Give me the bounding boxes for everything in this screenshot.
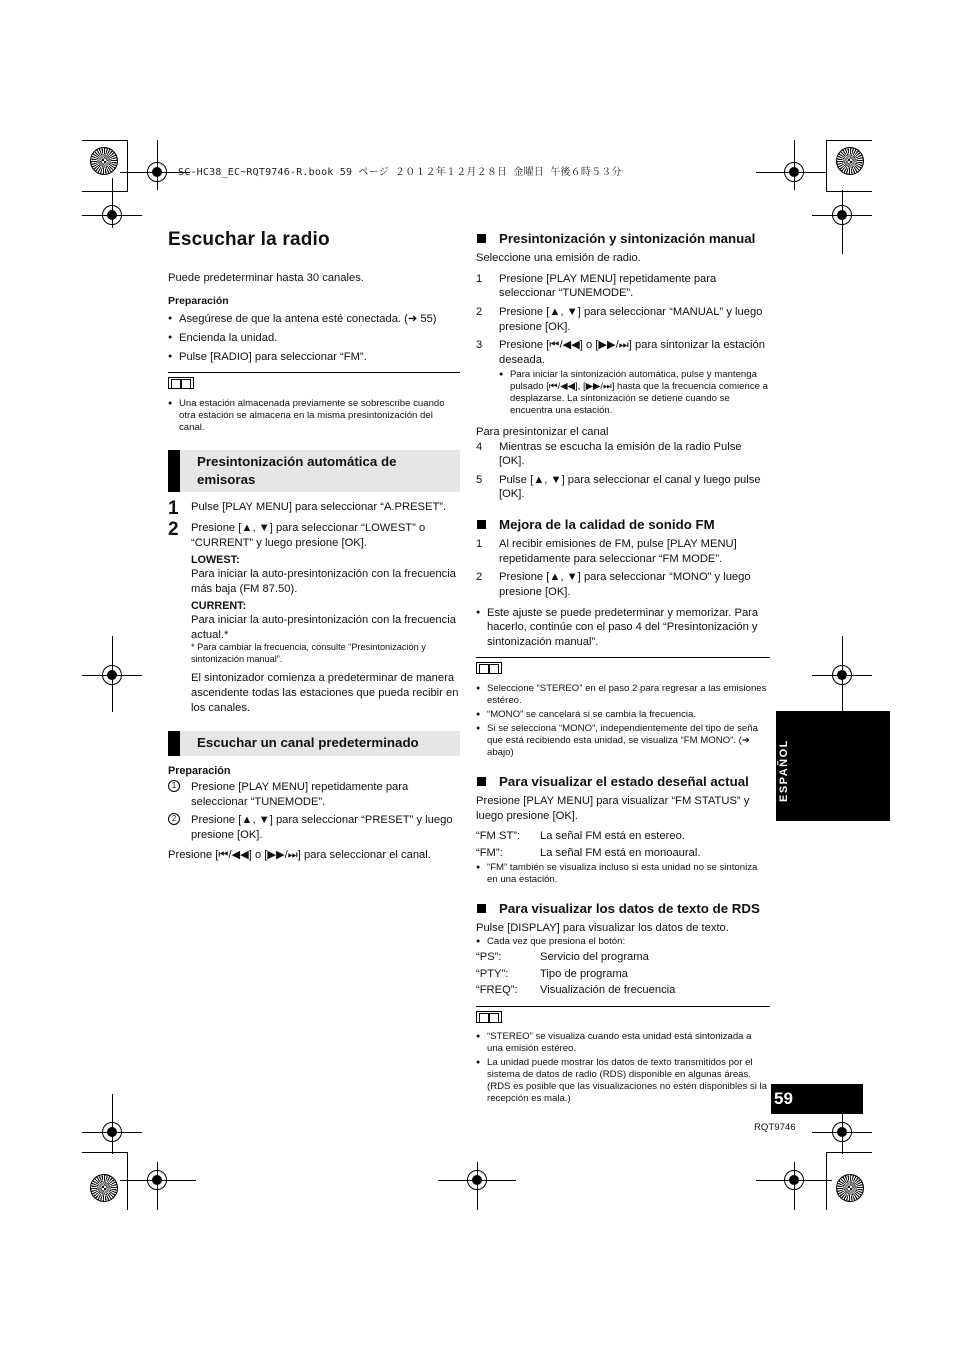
heading-rds: Para visualizar los datos de texto de RDS xyxy=(476,900,770,917)
reg-line xyxy=(794,140,795,190)
status-note: ● “FM” también se visualiza incluso si esta unidad no se sintoniza en una estación. xyxy=(476,862,770,886)
rds-value: Tipo de programa xyxy=(540,967,628,980)
language-tab-label: ESPAÑOL xyxy=(778,739,790,803)
step-number: 2 xyxy=(476,571,483,584)
manual-step xyxy=(476,338,770,417)
step-number: 2 xyxy=(476,305,483,318)
left-column xyxy=(168,228,460,863)
note-book-icon xyxy=(476,662,502,674)
step-text: Presione [▲, ▼] para seleccionar “LOWEST” o “CURRENT” y luego presione [OK]. xyxy=(191,522,426,549)
prep-label: Preparación xyxy=(168,765,231,778)
reg-line xyxy=(826,140,872,141)
rds-key: “FREQ”: xyxy=(476,984,518,997)
reg-line xyxy=(812,215,872,216)
reg-line xyxy=(82,1132,142,1133)
document-code: RQT9746 xyxy=(754,1122,796,1133)
reg-line xyxy=(826,1152,827,1210)
circled-number: 2 xyxy=(168,813,180,825)
status-key: “FM ST”: xyxy=(476,830,521,843)
current-text: Para iniciar la auto-presintonización con la frecuencia actual.* xyxy=(191,614,456,641)
intro-text: Puede predeterminar hasta 30 canales. xyxy=(168,271,364,284)
reg-line xyxy=(812,675,872,676)
right-column xyxy=(476,230,770,1105)
reg-line xyxy=(812,1132,872,1133)
page-number: 59 xyxy=(771,1084,863,1114)
circled-number: 1 xyxy=(168,780,180,792)
lowest-text: Para iniciar la auto-presintonización con la frecuencia más baja (FM 87.50). xyxy=(191,568,456,595)
rds-bullet: ● Cada vez que presiona el botón: xyxy=(476,936,770,948)
reg-line xyxy=(112,636,113,712)
note-item: ● Seleccione “STEREO” en el paso 2 para regresar a las emisiones estéreo. xyxy=(476,683,770,707)
status-intro: Presione [PLAY MENU] para visualizar “FM STATUS” y luego presione [OK]. xyxy=(476,794,750,822)
page-title: Escuchar la radio xyxy=(168,229,330,250)
rds-key: “PTY”: xyxy=(476,967,509,980)
reg-line xyxy=(756,1180,832,1181)
rds-row xyxy=(476,967,770,982)
reg-line xyxy=(826,1152,872,1153)
note-item: ● “STEREO” se visualiza cuando esta unidad está sintonizada a una emisión estéreo. xyxy=(476,1031,770,1055)
note-item: ● “MONO” se cancelará si se cambia la frecuencia. xyxy=(476,709,770,721)
preset-step xyxy=(476,440,770,469)
step-text: Pulse [PLAY MENU] para seleccionar “A.PRESET”. xyxy=(191,501,447,514)
note-book-icon xyxy=(476,1011,502,1023)
manual-step xyxy=(476,305,770,334)
step-number: 4 xyxy=(476,440,483,453)
reg-line xyxy=(842,636,843,712)
sunburst-mark-top-left xyxy=(90,147,118,175)
prep-item: ● Encienda la unidad. xyxy=(168,331,460,346)
reg-line xyxy=(794,1162,795,1210)
prep-label: Preparación xyxy=(168,295,229,308)
note-book-icon xyxy=(168,377,194,389)
footnote: * Para cambiar la frecuencia, consulte “Presintonización y sintonización manual”. xyxy=(191,642,426,664)
prep-item: ● Asegúrese de que la antena esté conectada. (➜ 55) xyxy=(168,312,460,327)
step-number: 1 xyxy=(476,272,483,285)
prep-step xyxy=(168,780,460,809)
note-item: ● Si se selecciona “MONO”, independientemente del tipo de seña que está recibiendo esta unidad, se visualiza “FM MONO”. (➜ abajo) xyxy=(476,723,770,759)
reg-line xyxy=(82,140,128,141)
preset-step xyxy=(476,473,770,502)
note-item: ● La unidad puede mostrar los datos de texto transmitidos por el sistema de datos de radio (RDS) disponible en algunas áreas. (RDS es posible que las visualizaciones no estén disponibles si la recepción es mala.) xyxy=(476,1057,770,1105)
quality-step-text: Presione [▲, ▼] para seleccionar “MONO” y luego presione [OK]. xyxy=(499,571,751,598)
manual-step xyxy=(476,272,770,301)
select-channel-text: Presione [⏮/◀◀] o [▶▶/⏭] para seleccionar el canal. xyxy=(168,849,431,862)
sunburst-mark-bottom-left xyxy=(90,1174,118,1202)
status-row xyxy=(476,829,770,844)
reg-line xyxy=(127,1152,128,1210)
reg-line xyxy=(157,140,158,190)
step-number: 5 xyxy=(476,473,483,486)
quality-step xyxy=(476,537,770,566)
section-heading-auto-preset: Presintonización automática de emisoras xyxy=(168,450,460,493)
quality-step xyxy=(476,570,770,599)
prep-step-text: Presione [PLAY MENU] repetidamente para seleccionar “TUNEMODE”. xyxy=(191,781,409,808)
print-header: SC-HC38_EC~RQT9746-R.book 59 ページ ２０１２年１２月２８日 金曜日 午後６時５３分 xyxy=(178,167,622,178)
current-label: CURRENT: xyxy=(191,600,247,613)
preset-step-text: Pulse [▲, ▼] para seleccionar el canal y luego pulse [OK]. xyxy=(499,473,761,501)
note-divider xyxy=(168,372,460,373)
sunburst-mark-bottom-right xyxy=(836,1174,864,1202)
prep-step-text: Presione [▲, ▼] para seleccionar “PRESET” y luego presione [OK]. xyxy=(191,814,453,841)
note-item: ● Una estación almacenada previamente se sobrescribe cuando otra estación se almacena en la misma presintonización del canal. xyxy=(168,398,460,434)
status-value: La señal FM está en estereo. xyxy=(540,830,685,843)
manual-step-text: Presione [PLAY MENU] repetidamente para seleccionar “TUNEMODE”. xyxy=(499,272,717,300)
rds-value: Visualización de frecuencia xyxy=(540,984,676,997)
reg-line xyxy=(826,191,872,192)
rds-value: Servicio del programa xyxy=(540,950,649,963)
status-value: La señal FM está en monoaural. xyxy=(540,846,701,859)
heading-manual-tuning: Presintonización y sintonización manual xyxy=(476,230,770,247)
step-number: 2 xyxy=(168,519,179,541)
status-key: “FM”: xyxy=(476,846,503,859)
manual-sub-note: ● Para iniciar la sintonización automática, pulse y mantenga pulsado [⏮/◀◀], [▶▶/⏭] hasta que la frecuencia comience a desplazarse. La sintonización se detiene cuando se encuentra una estación. xyxy=(499,369,770,417)
quality-bullet: ● Este ajuste se puede predeterminar y memorizar. Para hacerlo, continúe con el paso 4 del “Presintonización y sintonización manual”. xyxy=(476,606,770,650)
reg-line xyxy=(826,140,827,192)
reg-line xyxy=(477,1162,478,1210)
reg-line xyxy=(82,215,142,216)
reg-line xyxy=(120,1180,196,1181)
reg-line xyxy=(112,178,113,228)
manual-intro: Seleccione una emisión de radio. xyxy=(476,252,641,265)
lowest-label: LOWEST: xyxy=(191,554,240,567)
step-1 xyxy=(168,498,460,520)
reg-line xyxy=(127,140,128,192)
rds-row xyxy=(476,950,770,965)
manual-step-text: Presione [▲, ▼] para seleccionar “MANUAL” y luego presione [OK]. xyxy=(499,305,763,333)
rds-intro: Pulse [DISPLAY] para visualizar los datos de texto. xyxy=(476,922,729,935)
heading-fm-quality: Mejora de la calidad de sonido FM xyxy=(476,516,770,533)
section-heading-preset-channel: Escuchar un canal predeterminado xyxy=(168,731,460,756)
reg-line xyxy=(82,675,142,676)
reg-line xyxy=(112,1094,113,1154)
step-2 xyxy=(168,521,460,715)
preset-label: Para presintonizar el canal xyxy=(476,426,609,439)
reg-line xyxy=(842,190,843,254)
manual-step-text: Presione [⏮/◀◀] o [▶▶/⏭] para sintonizar la estación deseada. xyxy=(499,339,765,366)
prep-step xyxy=(168,813,460,842)
note-divider xyxy=(476,657,770,658)
sunburst-mark-top-right xyxy=(836,147,864,175)
quality-step-text: Al recibir emisiones de FM, pulse [PLAY MENU] repetidamente para seleccionar “FM MODE”. xyxy=(499,538,737,565)
preset-step-text: Mientras se escucha la emisión de la radio Pulse [OK]. xyxy=(499,440,742,468)
language-tab xyxy=(776,711,890,821)
status-row xyxy=(476,846,770,861)
reg-line xyxy=(82,191,128,192)
prep-item: ● Pulse [RADIO] para seleccionar “FM”. xyxy=(168,350,460,365)
step-number: 1 xyxy=(476,538,483,551)
step-number: 3 xyxy=(476,339,483,352)
reg-line xyxy=(82,1152,128,1153)
step-number: 1 xyxy=(168,498,179,520)
tuner-text: El sintonizador comienza a predeterminar de manera ascendente todas las estaciones que pueda recibir en los canales. xyxy=(191,672,459,714)
reg-line xyxy=(756,172,826,173)
rds-key: “PS”: xyxy=(476,950,502,963)
heading-signal-status: Para visualizar el estado deseñal actual xyxy=(476,773,770,790)
reg-line xyxy=(157,1162,158,1210)
rds-row xyxy=(476,983,770,998)
note-divider xyxy=(476,1006,770,1007)
